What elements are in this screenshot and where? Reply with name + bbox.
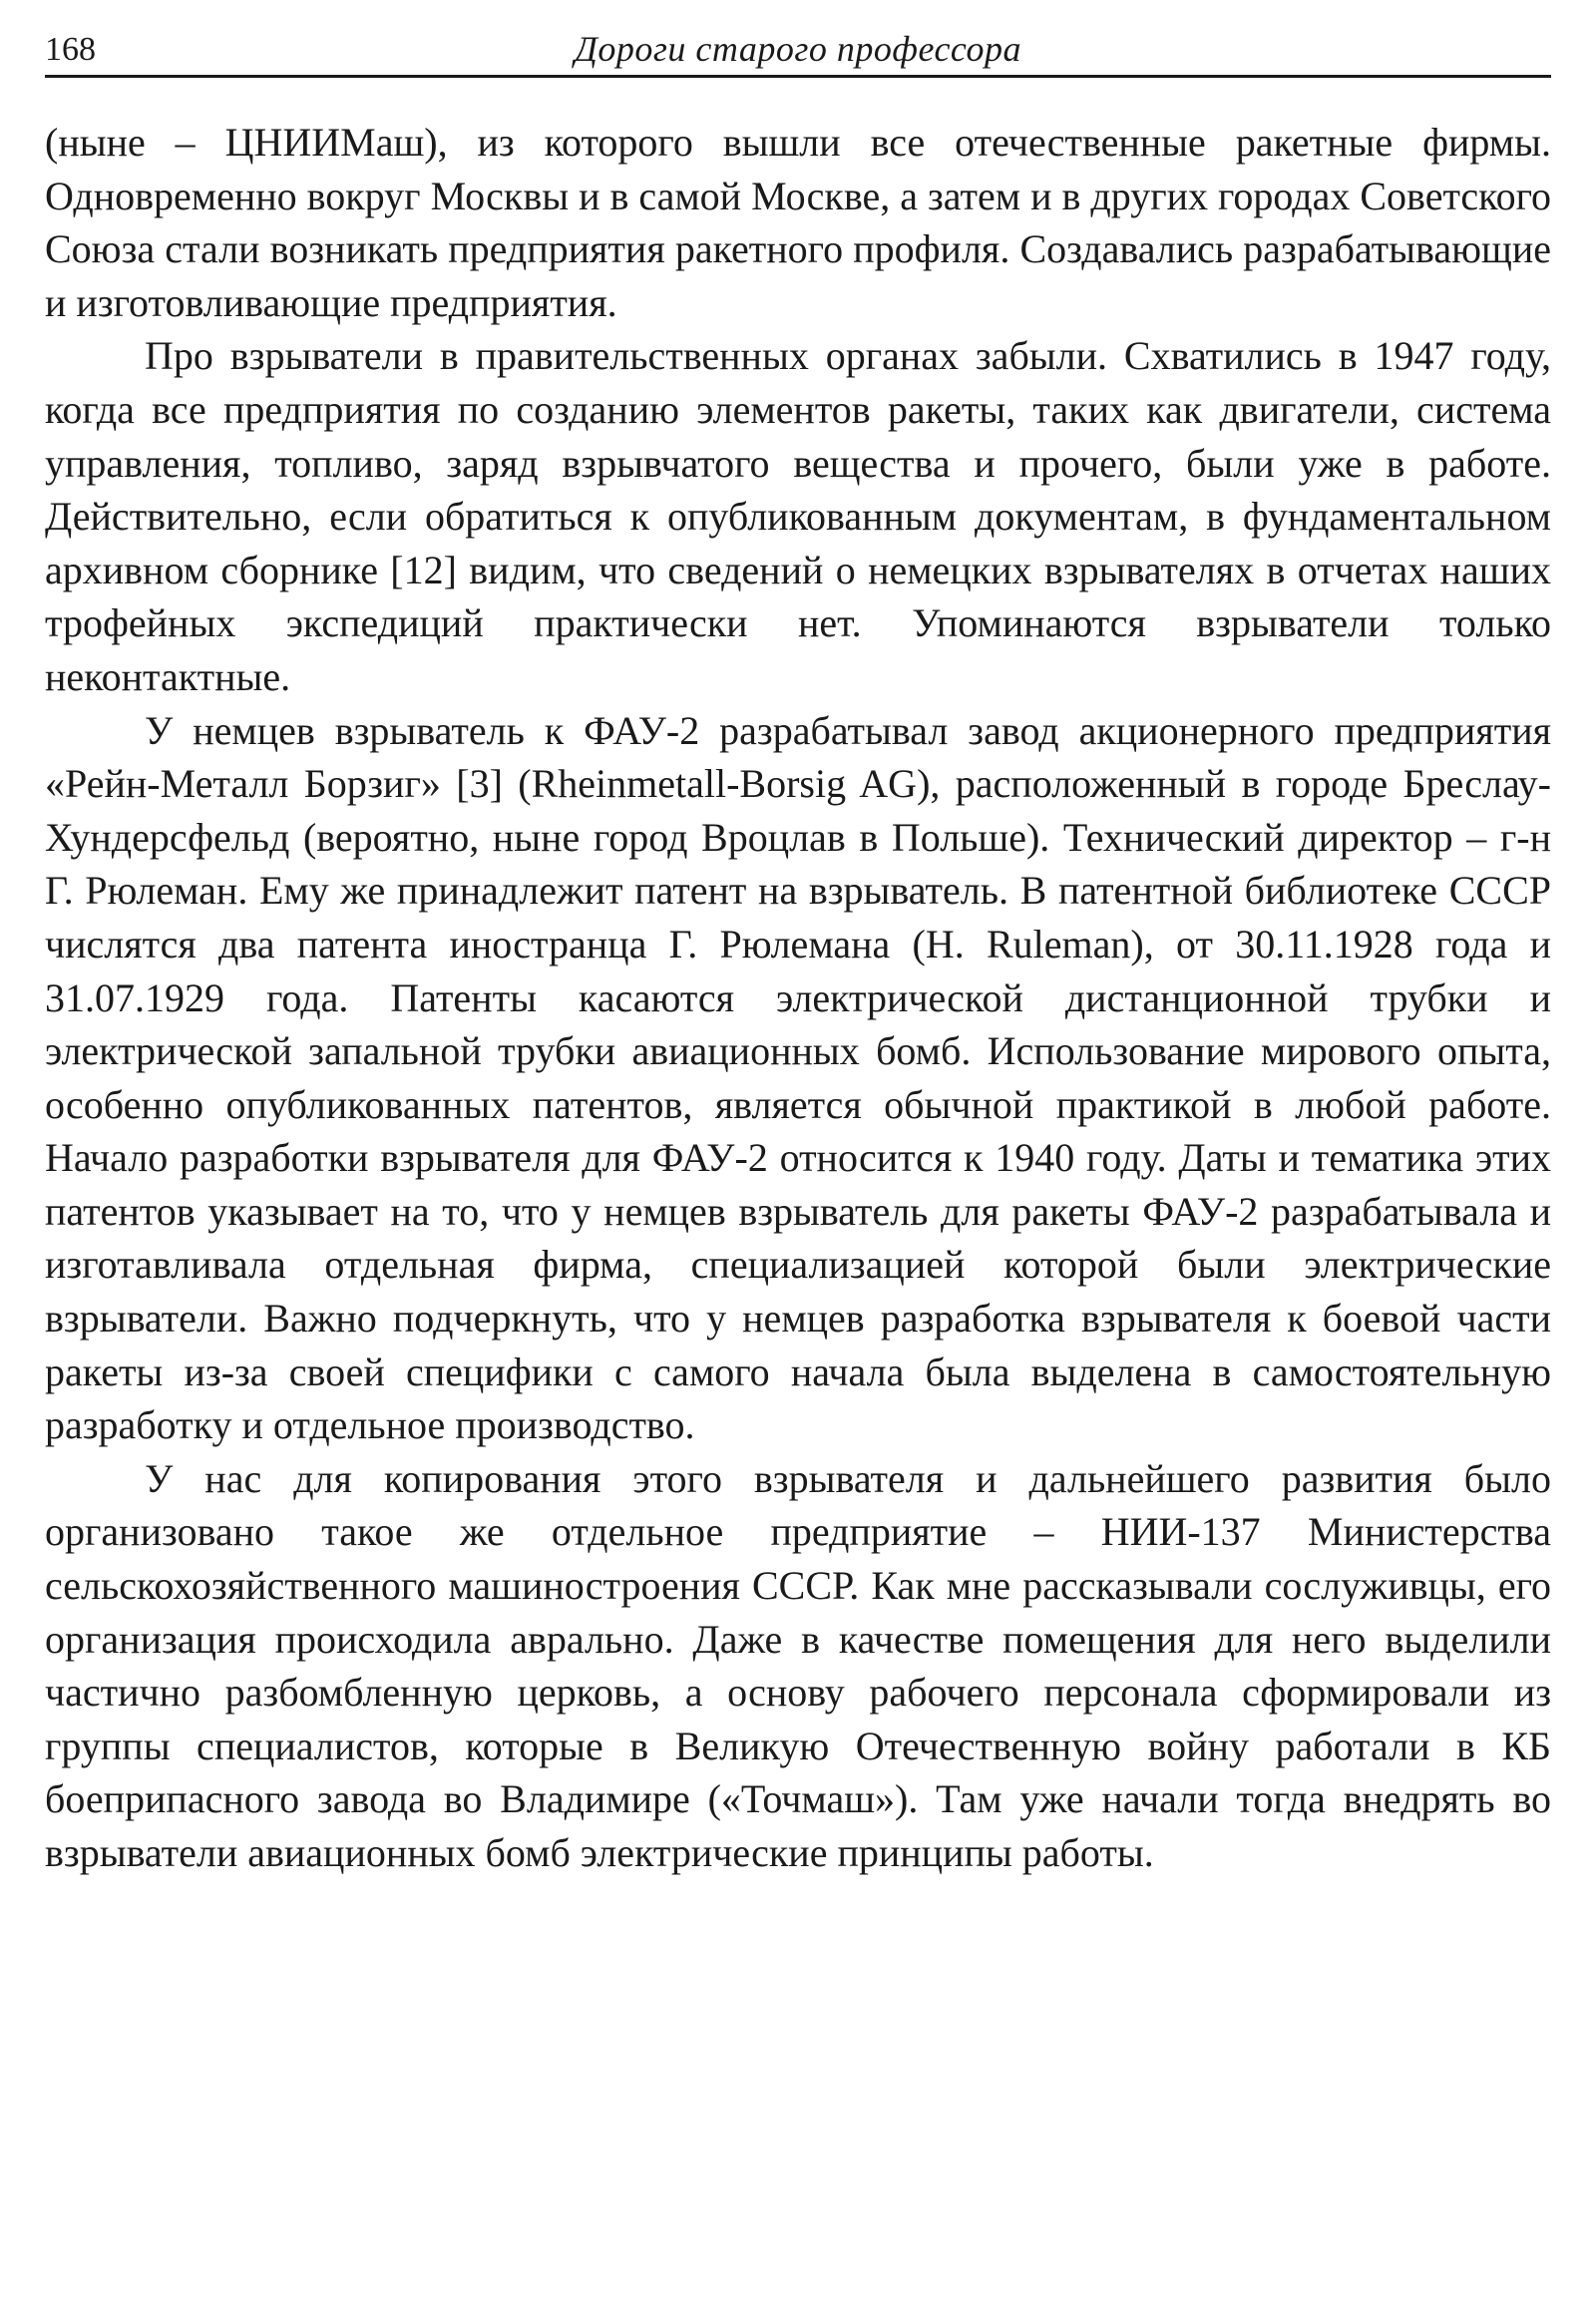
paragraph: У немцев взрыватель к ФАУ-2 разрабатывал завод акционерного предприятия «Рейн-Металл Борзиг» [3] (Rheinmetall-Borsig AG), расположенный в городе Бреслау-Хундерсфельд (вероятно, ныне город Вроцлав в Польше). Технический директор – г-н Г. Рюлеман. Ему же принадлежит патент на взрыватель. В патентной библиотеке СССР числятся два патента иностранца Г. Рюлемана (H. Ruleman), от 30.11.1928 года и 31.07.1929 года. Патенты касаются электрической дистанционной трубки и электрической запальной трубки авиационных бомб. Использование мирового опыта, особенно опубликованных патентов, является обычной практикой в любой работе. Начало разработки взрывателя для ФАУ-2 относится к 1940 году. Даты и тематика этих патентов указывает на то, что у немцев взрыватель для ракеты ФАУ-2 разрабатывала и изготавливала отдельная фирма, специализацией которой были электрические взрыватели. Важно подчеркнуть, что у немцев разработка взрывателя к боевой части ракеты из-за своей специфики с самого начала была выделена в самостоятельную разработку и отдельное производство.: [45, 707, 1551, 1448]
paragraph-continued: (ныне – ЦНИИМаш), из которого вышли все отечественные ракетные фирмы. Одновременно вокруг Москвы и в самой Москве, а затем и в других городах Советского Союза стали возникать предприятия ракетного профиля. Создавались разрабатывающие и изготовливающие предприятия.: [45, 120, 1551, 325]
book-title: Дороги старого профессора: [574, 29, 1022, 69]
book-page: [45, 22, 1551, 2276]
paragraph: У нас для копирования этого взрывателя и дальнейшего развития было организовано такое же отдельное предприятие – НИИ-137 Министерства сельскохозяйственного машиностроения СССР. Как мне рассказывали сослуживцы, его организация происходила аврально. Даже в качестве помещения для него выделили частично разбомбленную церковь, а основу рабочего персонала сформировали из группы специалистов, которые в Великую Отечественную войну работали в КБ боеприпасного завода во Владимире («Точмаш»). Там уже начали тогда внедрять во взрыватели авиационных бомб электрические принципы работы.: [45, 1455, 1551, 1875]
body-text: [45, 116, 1551, 1880]
paragraph: Про взрыватели в правительственных органах забыли. Схватились в 1947 году, когда все предприятия по созданию элементов ракеты, таких как двигатели, система управления, топливо, заряд взрывчатого вещества и прочего, были уже в работе. Действительно, если обратиться к опубликованным документам, в фундаментальном архивном сборнике [12] видим, что сведений о немецких взрывателях в отчетах наших трофейных экспедиций практически нет. Упоминаются взрыватели только неконтактные.: [45, 333, 1551, 699]
running-header: [45, 22, 1551, 78]
page-number: 168: [45, 31, 96, 68]
